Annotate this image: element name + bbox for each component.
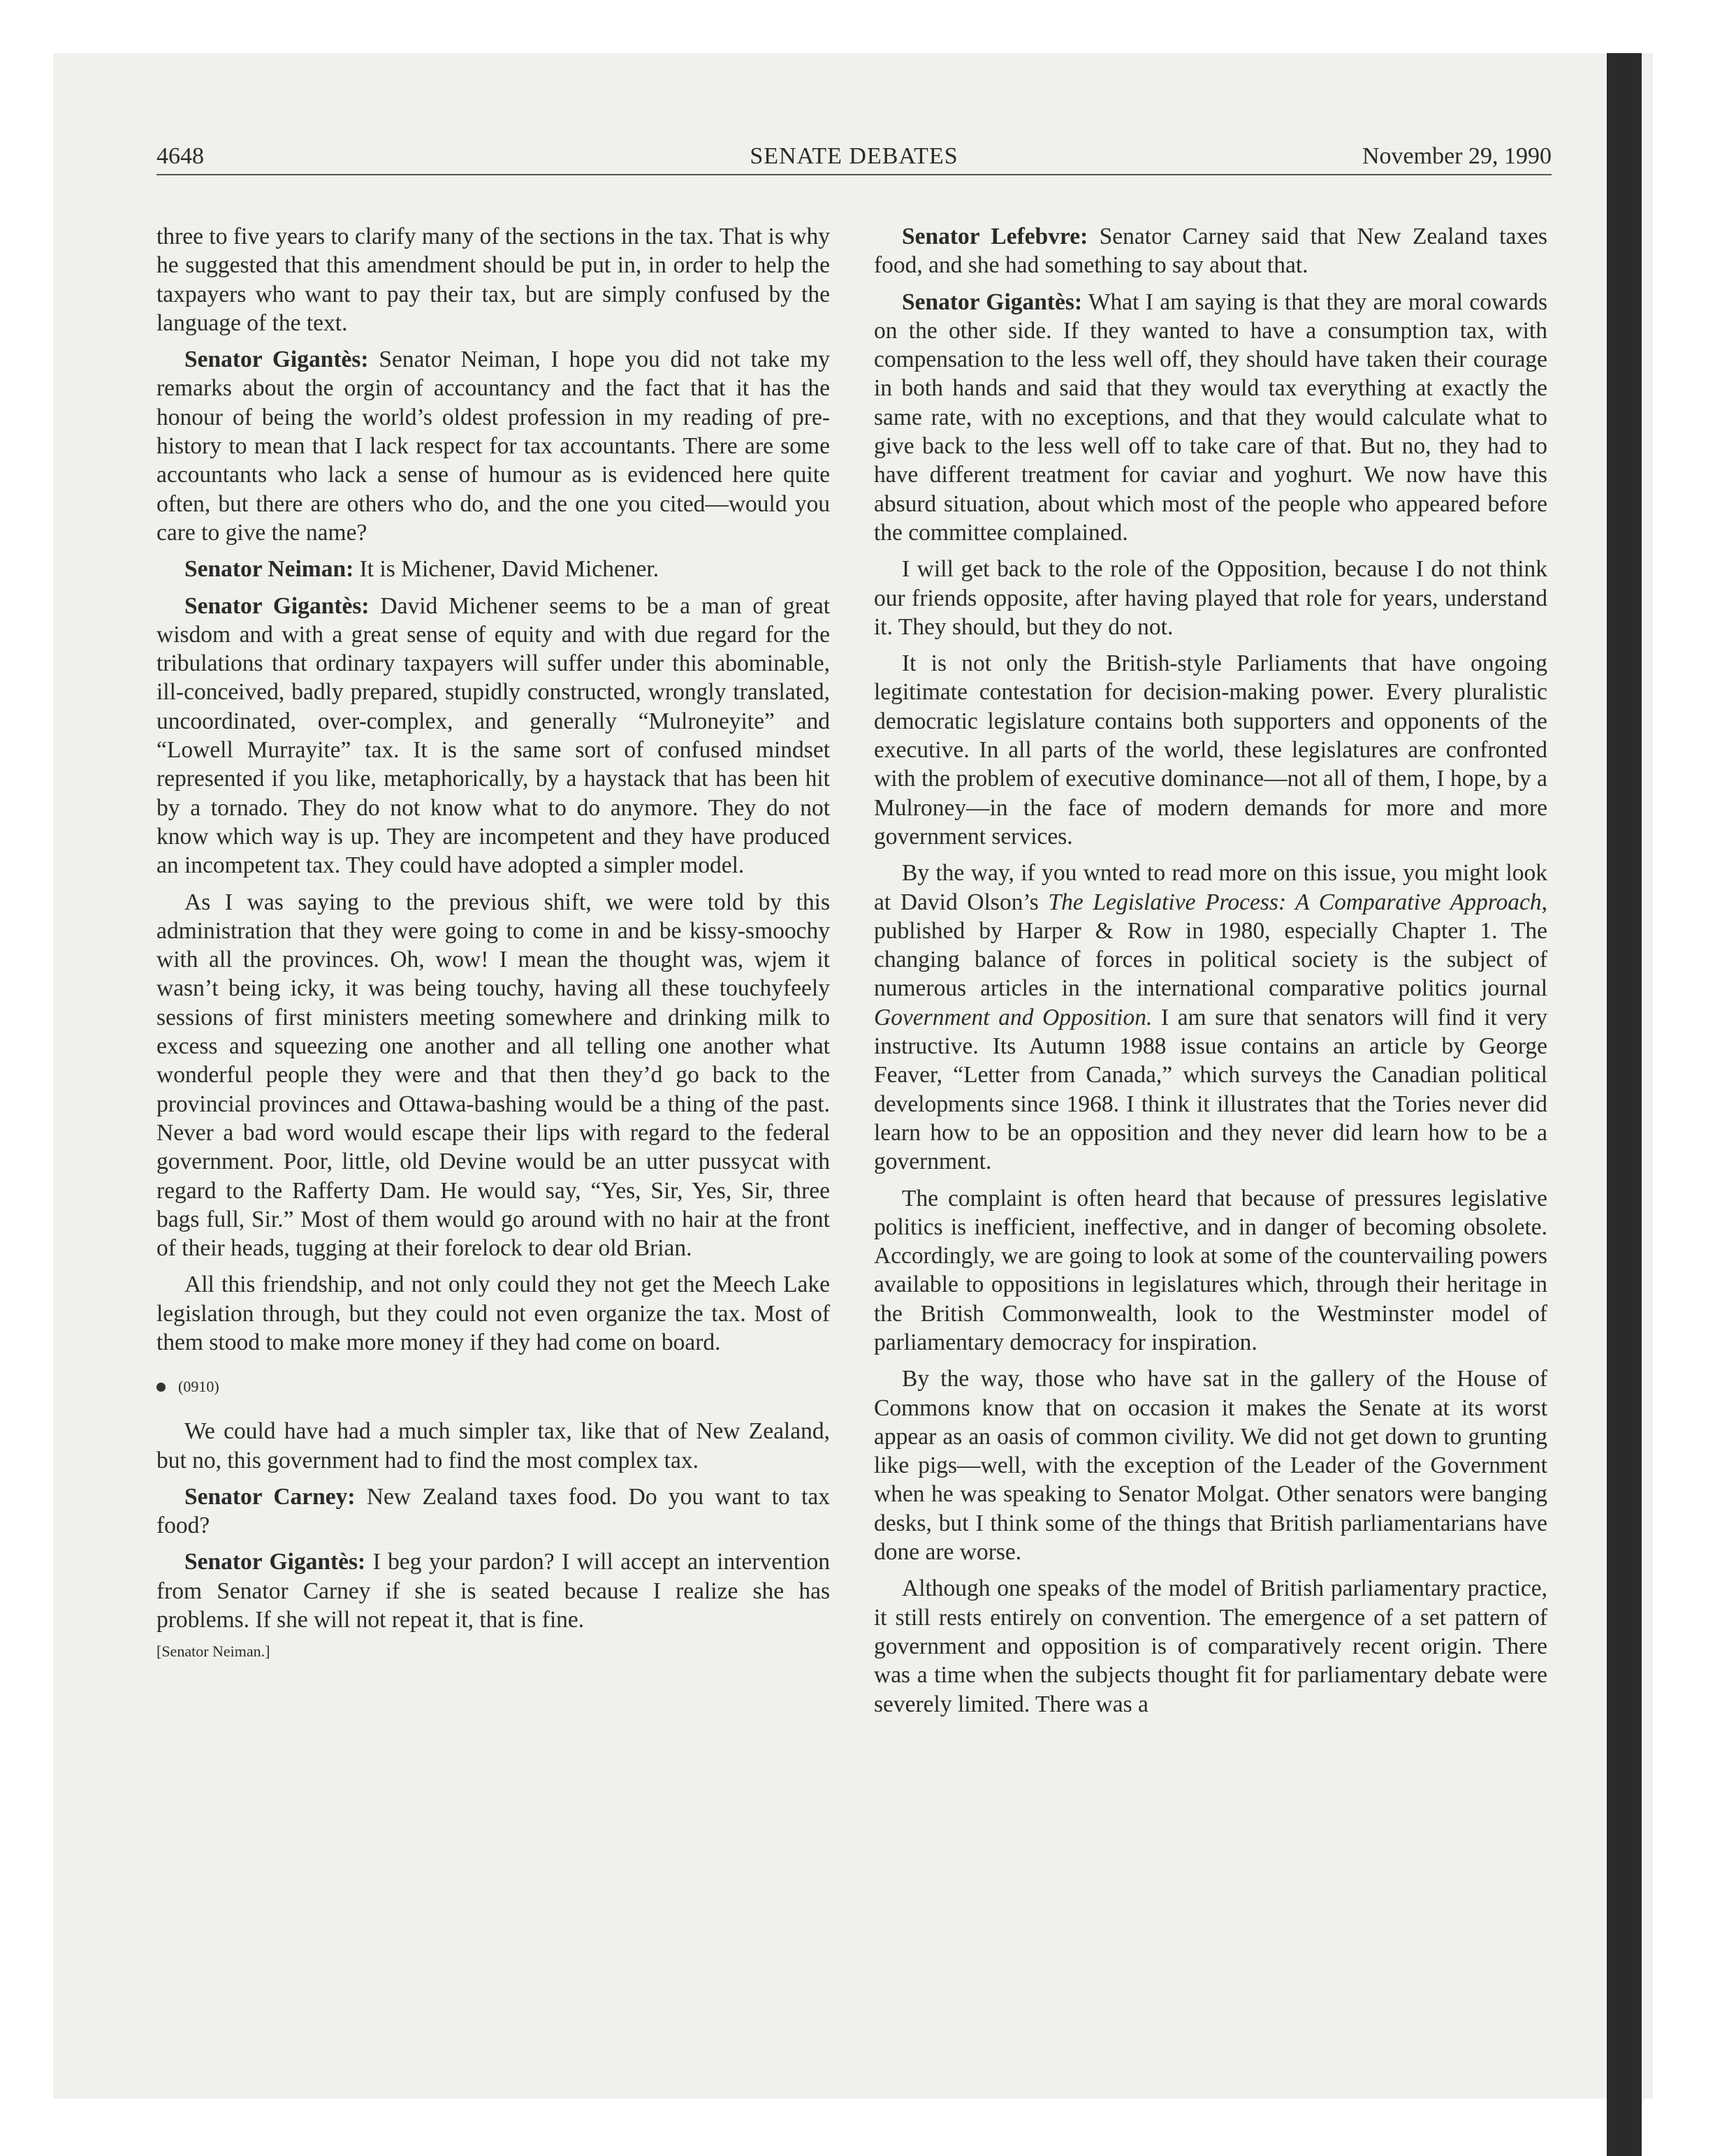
footer-reference: [Senator Neiman.]: [156, 1643, 270, 1661]
paragraph: [874, 859, 1547, 1176]
paragraph: I will get back to the role of the Opposition, because I do not think our friends opposite, after having played that role for years, understand it. They should, but they do not.: [874, 556, 1547, 640]
right-column: [874, 222, 1547, 1719]
paragraph: All this friendship, and not only could they not get the Meech Lake legislation through, but they could not even organize the tax. Most of them stood to make more money if they had come on board.: [156, 1272, 830, 1355]
paragraph: We could have had a much simpler tax, like that of New Zealand, but no, this government had to find the most complex tax.: [156, 1418, 830, 1473]
book-title: The Legislative Process: A Comparative Approach: [1048, 889, 1542, 915]
header-rule: [156, 174, 1552, 175]
speech-paragraph: [874, 222, 1547, 280]
speech-paragraph: [156, 555, 830, 583]
time-marker: [156, 1376, 830, 1397]
journal-title: Government and Opposition.: [874, 1004, 1153, 1030]
paragraph: By the way, those who have sat in the gallery of the House of Commons know that on occasion it makes the Senate at its worst appear as an oasis of common civility. We did not get down to grunting like pigs—well, with the exception of the Leader of the Government when he was speaking to Senator Molgat. Other senators were banging desks, but I think some of the things that British parliamentarians have done are worse.: [874, 1366, 1547, 1566]
paragraph: As I was saying to the previous shift, we were told by this administration that they were going to come in and be kissy-smoochy with all the provinces. Oh, wow! I mean the thought was, wjem it wasn’t being icky, it was being touchy, having all these touchyfeely sessions of first ministers meeting somewhere and drinking milk to excess and squeezing one another and all telling one another what wonderful people they were and that then they’d go back to the provincial provinces and Ottawa-bashing would be a thing of the past. Never a bad word would escape their lips with regard to the federal government. Poor, little, old Devine would be an utter pussycat with regard to the Rafferty Dam. He would say, “Yes, Sir, Yes, Sir, three bags full, Sir.” Most of them would go around with no hair at the front of their heads, tugging at their forelock to dear old Brian.: [156, 889, 830, 1262]
speech-paragraph: [156, 345, 830, 547]
text-run: , published by Harper & Row in 1980, especially Chapter 1. The changing balance of forces in political society is the subject of numerous articles in the international comparative politics journal: [874, 889, 1547, 1002]
left-column: [156, 222, 830, 1662]
speaker-name: Senator Gigantès:: [184, 592, 370, 619]
paragraph: three to five years to clarify many of the sections in the tax. That is why he suggested that this amendment should be put in, in order to help the taxpayers who want to pay their tax, but are simply confused by the language of the text.: [156, 224, 830, 336]
text-run: By the way, if you wnted to read more on this issue, you might look at David Olson’s: [874, 860, 1547, 915]
speech-text: I beg your pardon? I will accept an intervention from Senator Carney if she is seated because I realize she has problems. If she will not repeat it, that is fine.: [156, 1549, 831, 1633]
header-date: November 29, 1990: [1362, 143, 1552, 169]
publication-title: SENATE DEBATES: [750, 143, 958, 169]
speaker-name: Senator Neiman:: [184, 556, 354, 583]
time-marker-text: (0910): [178, 1378, 219, 1396]
paragraph: It is not only the British-style Parliaments that have ongoing legitimate contestation for decision-making power. Every pluralistic democratic legislature contains both supporters and opponents of the executive. In all parts of the world, these legislatures are confronted with the problem of executive dominance—not all of them, I hope, by a Mulroney—in the face of modern demands for more and more government services.: [874, 650, 1547, 850]
paragraph: The complaint is often heard that because of pressures legislative politics is inefficient, ineffective, and in danger of becoming obsolete. Accordingly, we are going to look at some of the countervailing powers available to oppositions in legislatures which, through their heritage in the British Commonwealth, look to the Westminster model of parliamentary democracy for inspiration.: [874, 1185, 1547, 1355]
speaker-name: Senator Carney:: [184, 1483, 356, 1510]
speech-paragraph: [156, 1483, 830, 1540]
speech-text: New Zealand taxes food. Do you want to tax food?: [156, 1483, 831, 1539]
speaker-name: Senator Gigantès:: [184, 347, 369, 373]
bullet-icon: [156, 1383, 166, 1392]
speech-text: David Michener seems to be a man of great wisdom and with a great sense of equity and with due regard for the tribulations that ordinary taxpayers will suffer under this abominable, ill-conceived, badly prepared, stupidly constructed, wrongly translated, uncoordinated, over-complex, and generally “Mulroneyite” and “Lowell Murrayite” tax. It is the same sort of confused mindset represented if you like, metaphorically, by a haystack that has been hit by a tornado. They do not know what to do anymore. They do not know which way is up. They are incompetent and they have produced an incompetent tax. They could have adopted a simpler model.: [156, 592, 831, 879]
speaker-name: Senator Lefebvre:: [902, 224, 1088, 249]
speech-text: Senator Carney said that New Zealand taxes food, and she had something to say about that.: [874, 224, 1547, 279]
speech-paragraph: [156, 1547, 830, 1634]
speech-text: What I am saying is that they are moral cowards on the other side. If they wanted to have a consumption tax, with compensation to the less well off, they should have taken their courage in both hands and said that they would tax everything at exactly the same rate, with no exceptions, and that they would calculate what to give back to the less well off to take care of that. But no, they had to have different treatment for caviar and yoghurt. We now have this absurd situation, about which most of the people who appeared before the committee complained.: [874, 289, 1547, 546]
speaker-name: Senator Gigantès:: [902, 289, 1083, 315]
page-number: 4648: [156, 143, 204, 169]
speech-paragraph: [874, 288, 1547, 548]
speech-paragraph: [156, 592, 830, 880]
running-header: [156, 143, 1552, 170]
text-run: I am sure that senators will find it very instructive. Its Autumn 1988 issue contains an article by George Feaver, “Letter from Canada,” which surveys the Canadian political developments since 1968. I think it illustrates that the Tories never did learn how to be an opposition and they never did learn how to be a government.: [874, 1004, 1547, 1175]
scan-edge: [1607, 53, 1642, 2156]
paragraph: Although one speaks of the model of British parliamentary practice, it still rests entirely on convention. The emergence of a set pattern of government and opposition is of comparatively recent origin. There was a time when the subjects thought fit for parliamentary debate were severely limited. There was a: [874, 1575, 1547, 1717]
speech-text: It is Michener, David Michener.: [359, 556, 659, 583]
speech-text: Senator Neiman, I hope you did not take my remarks about the orgin of accountancy and the fact that it has the honour of being the world’s oldest profession in my reading of pre-history to mean that I lack respect for tax accountants. There are some accountants who lack a sense of humour as is evidenced here quite often, but there are others who do, and the one you cited—would you care to give the name?: [156, 347, 831, 546]
speaker-name: Senator Gigantès:: [184, 1549, 366, 1575]
